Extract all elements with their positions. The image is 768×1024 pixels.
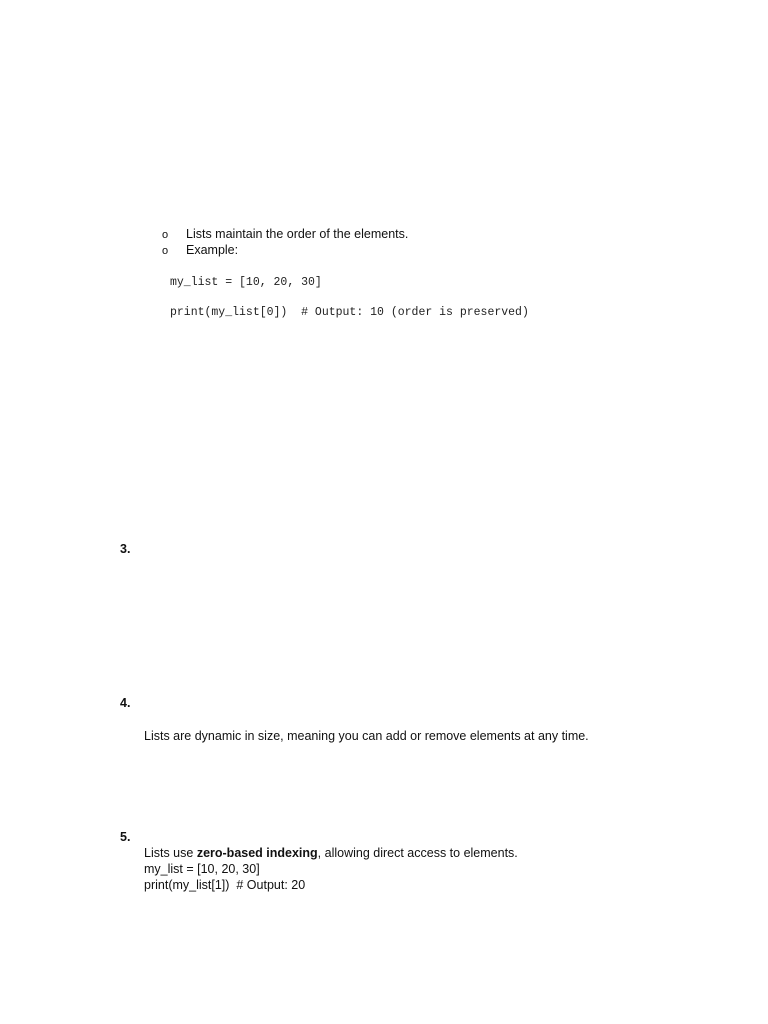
bullet-marker: o xyxy=(162,229,169,241)
code-line-assign: my_list = [10, 20, 30] xyxy=(170,276,322,289)
bullet-text-order: Lists maintain the order of the elements. xyxy=(186,227,409,241)
section-5-code-assign: my_list = [10, 20, 30] xyxy=(144,862,260,876)
section-number-5: 5. xyxy=(120,830,131,844)
section-5-intro xyxy=(144,845,518,861)
intro-after: , allowing direct access to elements. xyxy=(317,846,518,860)
intro-bold-term: zero-based indexing xyxy=(196,846,318,860)
section-number-3: 3. xyxy=(120,542,131,556)
bullet-marker: o xyxy=(162,245,169,257)
intro-before: Lists use xyxy=(144,846,197,860)
section-number-4: 4. xyxy=(120,696,131,710)
section-5-code-print: print(my_list[1]) # Output: 20 xyxy=(144,878,306,892)
code-line-print: print(my_list[0]) # Output: 10 (order is preserved) xyxy=(170,306,529,319)
bullet-text-example: Example: xyxy=(186,243,239,257)
section-4-text: Lists are dynamic in size, meaning you can add or remove elements at any time. xyxy=(144,729,589,743)
